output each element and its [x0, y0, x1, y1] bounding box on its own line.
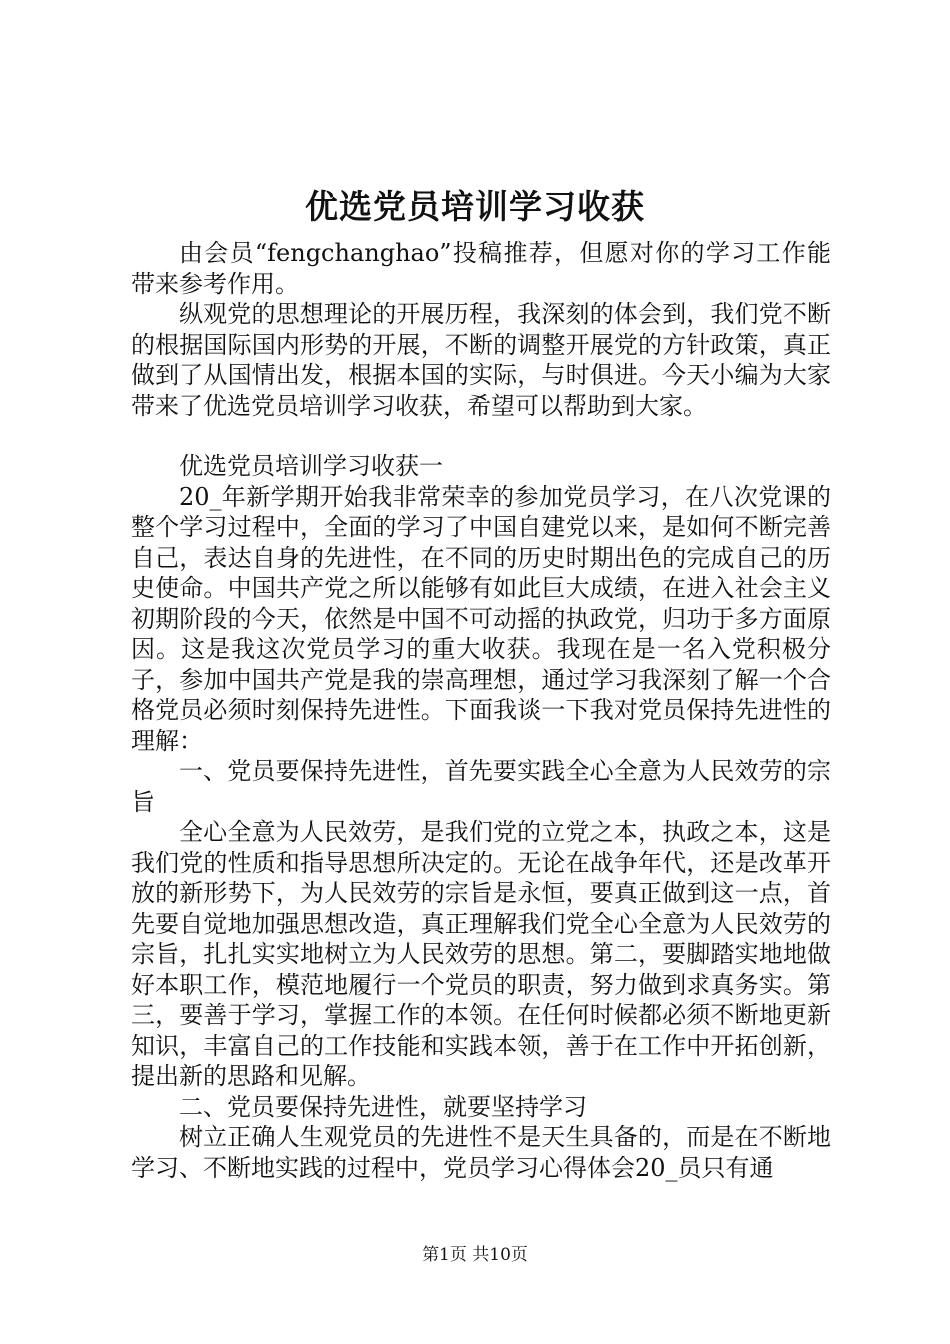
paragraph: 树立正确人生观党员的先进性不是天生具备的，而是在不断地学习、不断地实践的过程中，党员学习心得体会20_员只有通	[131, 1123, 831, 1182]
subheading-two: 二、党员要保持先进性，就要坚持学习	[179, 1092, 587, 1121]
document-body	[131, 238, 831, 1183]
paragraph: 全心全意为人民效劳，是我们党的立党之本，执政之本，这是我们党的性质和指导思想所决定的。无论在战争年代，还是改革开放的新形势下，为人民效劳的宗旨是永恒，要真正做到这一点，首先要自觉地加强思想改造，真正理解我们党全心全意为人民效劳的宗旨，扎扎实实地树立为人民效劳的思想。第二，要脚踏实地地做好本职工作，模范地履行一个党员的职责，努力做到求真务实。第三，要善于学习，掌握工作的本领。在任何时候都必须不断地更新知识，丰富自己的工作技能和实践本领，善于在工作中开拓创新，提出新的思路和见解。	[131, 818, 831, 1090]
paragraph: 20_年新学期开始我非常荣幸的参加党员学习，在八次党课的整个学习过程中，全面的学习了中国自建党以来，是如何不断完善自己，表达自身的先进性，在不同的历史时期出色的完成自己的历史使命。中国共产党之所以能够有如此巨大成绩，在进入社会主义初期阶段的今天，依然是中国不可动摇的执政党，归功于多方面原因。这是我这次党员学习的重大收获。我现在是一名入党积极分子，参加中国共产党是我的崇高理想，通过学习我深刻了解一个合格党员必须时刻保持先进性。下面我谈一下我对党员保持先进性的理解：	[131, 482, 831, 755]
paragraph-summary: 纵观党的思想理论的开展历程，我深刻的体会到，我们党不断的根据国际国内形势的开展，不断的调整开展党的方针政策，真正做到了从国情出发，根据本国的实际，与时俱进。今天小编为大家带来了优选党员培训学习收获，希望可以帮助到大家。	[131, 300, 831, 420]
document-title: 优选党员培训学习收获	[305, 187, 645, 226]
subheading-one: 一、党员要保持先进性，首先要实践全心全意为人民效劳的宗旨	[131, 757, 831, 816]
section-heading: 优选党员培训学习收获一	[179, 452, 443, 480]
paragraph-intro: 由会员“fengchanghao”投稿推荐，但愿对你的学习工作能带来参考作用。	[131, 239, 831, 298]
page-number-footer: 第1页 共10页	[422, 1245, 528, 1265]
